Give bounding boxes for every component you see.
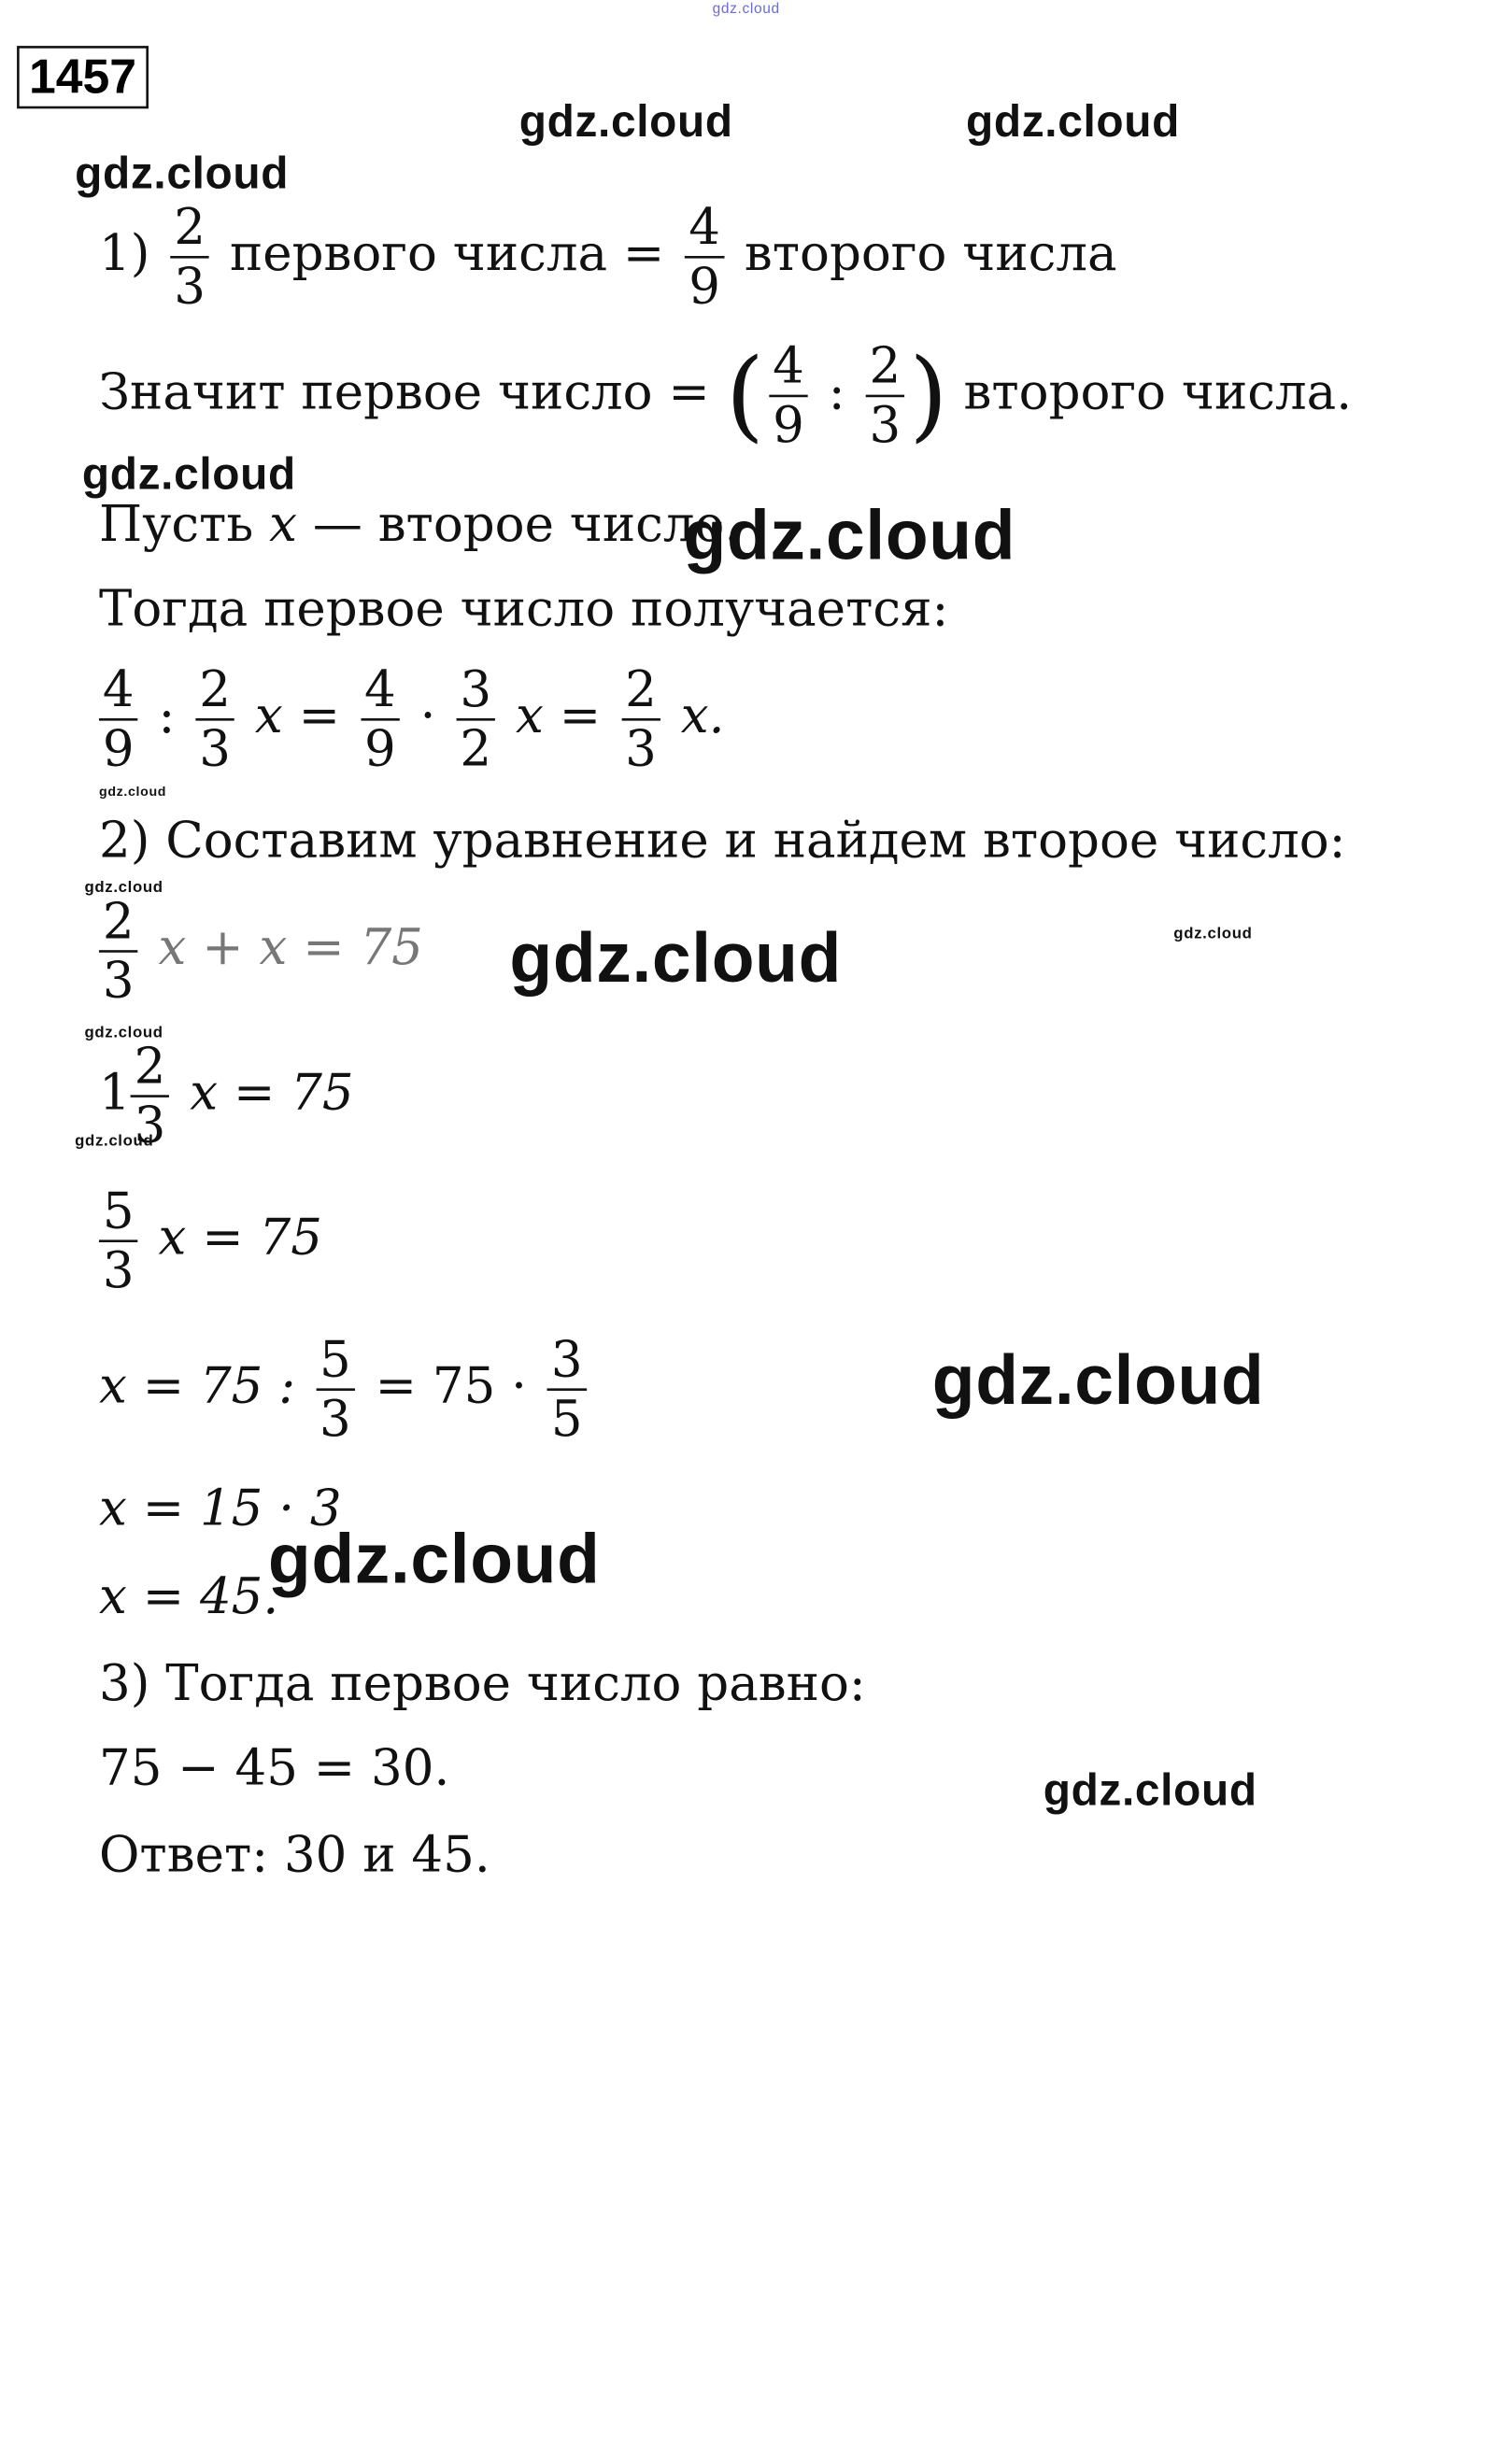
step1b-line: Значит первое число = ( $\frac{4}{9}$ : $\frac{2}{3}$ ) второго числа. bbox=[98, 336, 1353, 455]
watermark: gdz.cloud bbox=[683, 496, 1016, 575]
equation-1: $\frac{4}{9}$ : $\frac{2}{3}$ x = $\frac{4}{9}$ · $\frac{3}{2}$ x = $\frac{2}{3}$ x. bbox=[94, 661, 725, 777]
watermark: gdz.cloud bbox=[81, 448, 296, 499]
then-line: Тогда первое число получается: bbox=[98, 579, 949, 638]
equation-6: x = 15 · 3 bbox=[98, 1479, 342, 1537]
step-label: 1) bbox=[98, 223, 150, 282]
fraction: $\frac{4}{9}$ bbox=[769, 338, 807, 454]
task-number: 1457 bbox=[17, 46, 149, 108]
watermark: gdz.cloud bbox=[84, 877, 163, 897]
step1-line bbox=[99, 199, 1117, 315]
text: первого числа = bbox=[229, 223, 665, 282]
watermark: gdz.cloud bbox=[712, 0, 780, 18]
watermark: gdz.cloud bbox=[1173, 923, 1253, 942]
equation-2: $\frac{2}{3}$ x + x = 75 bbox=[94, 893, 423, 1009]
equation-3: 1 $\frac{2}{3}$ x = 75 bbox=[98, 1037, 354, 1154]
fraction: $\frac{2}{3}$ bbox=[170, 199, 208, 315]
step2-line: 2) Составим уравнение и найдем второе число: bbox=[98, 811, 1346, 870]
watermark: gdz.cloud bbox=[75, 148, 290, 198]
let-line: Пусть x — второе число. bbox=[98, 494, 741, 553]
text: второго числа bbox=[744, 223, 1117, 282]
step3-line: 3) Тогда первое число равно: bbox=[98, 1653, 866, 1712]
equation-8: 75 − 45 = 30. bbox=[98, 1738, 450, 1797]
text: второго числа. bbox=[963, 362, 1353, 421]
watermark: gdz.cloud bbox=[931, 1340, 1265, 1420]
watermark: gdz.cloud bbox=[1043, 1764, 1257, 1815]
equation-7: x = 45. bbox=[98, 1566, 279, 1625]
watermark: gdz.cloud bbox=[518, 96, 733, 147]
fraction: $\frac{2}{3}$ bbox=[866, 338, 904, 454]
watermark: gdz.cloud bbox=[267, 1520, 601, 1599]
watermark: gdz.cloud bbox=[509, 918, 843, 998]
fraction: $\frac{4}{9}$ bbox=[685, 199, 723, 315]
equation-5: x = 75 : $\frac{5}{3}$ = 75 · $\frac{3}{5}$ bbox=[99, 1332, 591, 1448]
watermark: gdz.cloud bbox=[75, 1131, 154, 1150]
watermark: gdz.cloud bbox=[84, 1022, 163, 1041]
answer-line: Ответ: 30 и 45. bbox=[98, 1825, 490, 1884]
equation-4: $\frac{5}{3}$ x = 75 bbox=[94, 1183, 322, 1299]
watermark: gdz.cloud bbox=[966, 96, 1180, 147]
watermark: gdz.cloud bbox=[98, 785, 167, 800]
text: Значит первое число = bbox=[98, 362, 710, 421]
